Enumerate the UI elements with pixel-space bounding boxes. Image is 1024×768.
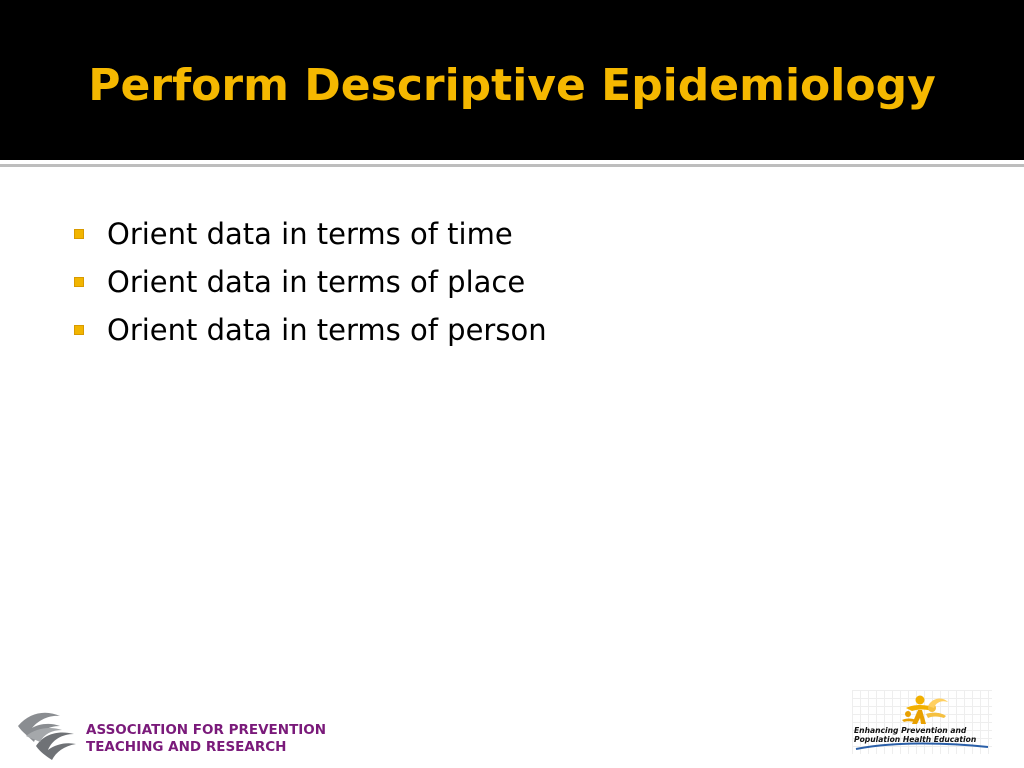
ep-logo-line1: Enhancing Prevention and xyxy=(854,726,967,735)
title-bar xyxy=(0,0,1024,160)
aptr-logo-text xyxy=(86,722,326,756)
bullet-square-icon xyxy=(74,229,84,239)
title-divider-white xyxy=(0,160,1024,163)
ep-logo-line2: Population Health Education xyxy=(854,735,977,744)
ep-logo-text xyxy=(854,726,976,744)
bullet-square-icon xyxy=(74,325,84,335)
aptr-logo xyxy=(16,704,356,764)
bullet-square-icon xyxy=(74,277,84,287)
bullet-text: Orient data in terms of place xyxy=(107,265,526,299)
ep-logo xyxy=(852,690,992,754)
slide-title: Perform Descriptive Epidemiology xyxy=(88,60,936,111)
bullet-item xyxy=(72,308,547,356)
title-divider-gray xyxy=(0,164,1024,167)
bullet-text: Orient data in terms of time xyxy=(107,217,513,251)
swoosh-waves-icon xyxy=(16,706,80,762)
bullet-item xyxy=(72,260,547,308)
aptr-logo-line2: TEACHING AND RESEARCH xyxy=(86,739,287,755)
aptr-logo-line1: ASSOCIATION FOR PREVENTION xyxy=(86,722,327,738)
bullet-text: Orient data in terms of person xyxy=(107,313,547,347)
bullet-item xyxy=(72,212,547,260)
bullet-list xyxy=(72,212,547,356)
